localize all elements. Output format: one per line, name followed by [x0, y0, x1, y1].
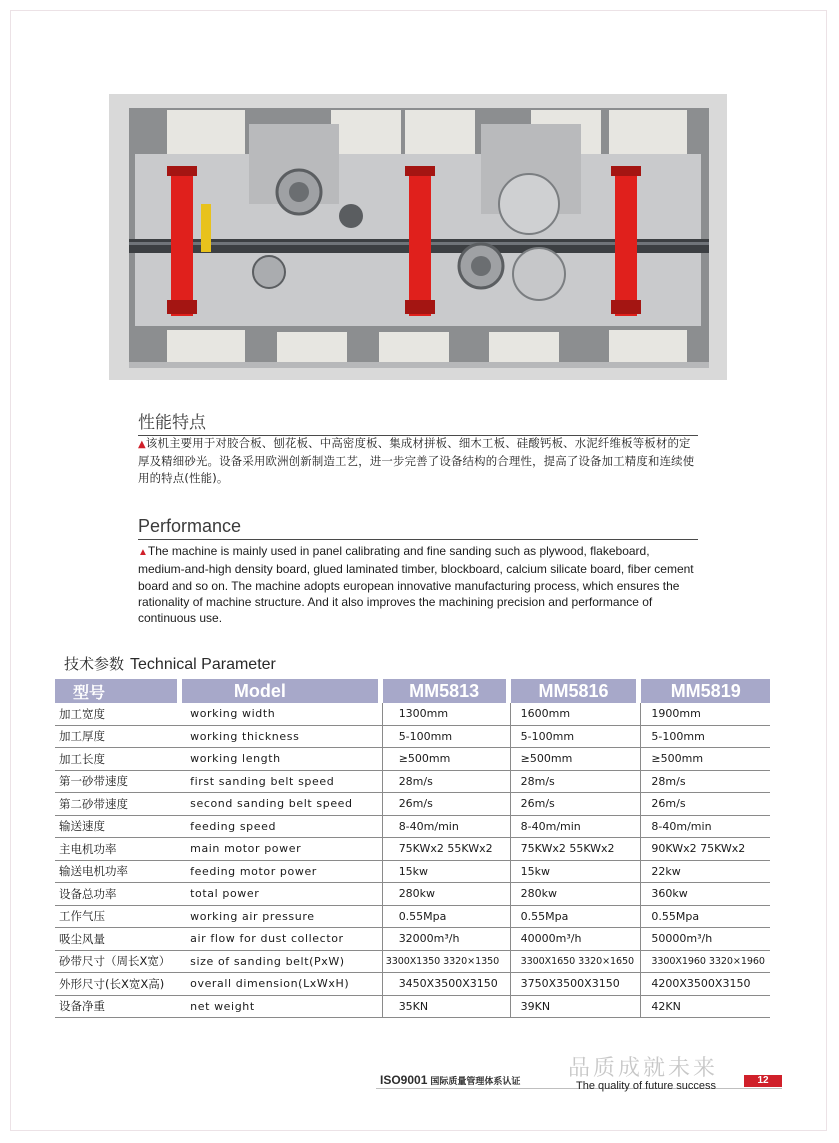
- spec-row: [55, 883, 770, 906]
- param-value-model-2: 40000m³/h: [511, 928, 642, 951]
- param-value-model-3: 0.55Mpa: [641, 906, 770, 929]
- param-name-cn: 工作气压: [55, 906, 182, 929]
- spec-row: [55, 951, 770, 974]
- param-value-model-3: 26m/s: [641, 793, 770, 816]
- param-value-model-1: 1300mm: [383, 703, 511, 726]
- param-name-en: working length: [182, 748, 383, 771]
- triangle-marker-icon: ▲: [138, 547, 148, 558]
- param-value-model-3: 28m/s: [641, 771, 770, 794]
- param-name-en: size of sanding belt(PxW): [182, 951, 383, 974]
- param-value-model-2: 3300X1650 3320×1650: [511, 951, 642, 974]
- param-name-cn: 设备净重: [55, 996, 182, 1019]
- spec-row: [55, 838, 770, 861]
- param-name-en: air flow for dust collector: [182, 928, 383, 951]
- param-value-model-1: 75KWx2 55KWx2: [383, 838, 511, 861]
- header-mm5813: MM5813: [383, 679, 511, 703]
- param-value-model-1: 0.55Mpa: [383, 906, 511, 929]
- param-name-en: working width: [182, 703, 383, 726]
- param-value-model-2: 8-40m/min: [511, 816, 642, 839]
- param-value-model-2: 5-100mm: [511, 726, 642, 749]
- param-name-en: feeding speed: [182, 816, 383, 839]
- param-value-model-3: 4200X3500X3150: [641, 973, 770, 996]
- header-model: Model: [182, 679, 383, 703]
- param-value-model-3: 22kw: [641, 861, 770, 884]
- param-value-model-1: 280kw: [383, 883, 511, 906]
- param-name-cn: 输送速度: [55, 816, 182, 839]
- technical-heading-cn: 技术参数: [64, 655, 125, 673]
- slogan-en: The quality of future success: [576, 1080, 717, 1092]
- param-name-cn: 吸尘风量: [55, 928, 182, 951]
- param-value-model-1: 28m/s: [383, 771, 511, 794]
- param-name-cn: 砂带尺寸（周长X宽）: [55, 951, 182, 974]
- param-name-en: second sanding belt speed: [182, 793, 383, 816]
- performance-text: The machine is mainly used in panel calibrating and fine sanding such as plywood, flakeboard, medium-and-high density board, glued laminated timber, blockboard, calcium silicate board, fiber cement board and so on. The machine adopts european innovative manufacturing process, which ensures the rationality of machine structure. And it also improves the machining precision and performance of continuous use.: [138, 544, 694, 626]
- spec-row: [55, 771, 770, 794]
- technical-heading-en: Technical Parameter: [130, 656, 276, 673]
- spec-row: [55, 928, 770, 951]
- performance-paragraph: [138, 543, 698, 626]
- param-value-model-3: 8-40m/min: [641, 816, 770, 839]
- param-value-model-3: 1900mm: [641, 703, 770, 726]
- param-value-model-2: 39KN: [511, 996, 642, 1019]
- triangle-marker-icon: ▲: [138, 439, 146, 450]
- param-value-model-2: 1600mm: [511, 703, 642, 726]
- spec-row: [55, 906, 770, 929]
- param-name-cn: 设备总功率: [55, 883, 182, 906]
- header-mm5819: MM5819: [641, 679, 770, 703]
- param-value-model-1: 5-100mm: [383, 726, 511, 749]
- param-name-cn: 第一砂带速度: [55, 771, 182, 794]
- spec-row: [55, 703, 770, 726]
- param-value-model-2: 26m/s: [511, 793, 642, 816]
- param-value-model-2: 15kw: [511, 861, 642, 884]
- param-name-cn: 加工宽度: [55, 703, 182, 726]
- spec-row: [55, 748, 770, 771]
- iso-label: [380, 1073, 520, 1087]
- param-value-model-2: 0.55Mpa: [511, 906, 642, 929]
- param-name-en: feeding motor power: [182, 861, 383, 884]
- param-name-en: working thickness: [182, 726, 383, 749]
- performance-title: Performance: [138, 516, 698, 540]
- spec-body: [55, 703, 770, 1018]
- param-value-model-3: 3300X1960 3320×1960: [641, 951, 770, 974]
- param-name-cn: 加工长度: [55, 748, 182, 771]
- spec-header-row: [55, 679, 770, 703]
- param-value-model-3: 42KN: [641, 996, 770, 1019]
- param-value-model-3: 50000m³/h: [641, 928, 770, 951]
- param-name-cn: 加工厚度: [55, 726, 182, 749]
- param-value-model-1: 3300X1350 3320×1350: [383, 951, 511, 974]
- param-name-cn: 第二砂带速度: [55, 793, 182, 816]
- machine-photo: [109, 94, 727, 380]
- param-value-model-3: 5-100mm: [641, 726, 770, 749]
- page-number: 12: [744, 1075, 782, 1087]
- spec-row: [55, 973, 770, 996]
- param-value-model-1: 32000m³/h: [383, 928, 511, 951]
- features-title: 性能特点: [138, 408, 698, 436]
- machine-illustration: [109, 94, 727, 380]
- param-value-model-2: 28m/s: [511, 771, 642, 794]
- param-value-model-2: 280kw: [511, 883, 642, 906]
- header-cn: 型号: [55, 679, 182, 703]
- param-value-model-1: 35KN: [383, 996, 511, 1019]
- spec-row: [55, 726, 770, 749]
- header-mm5816: MM5816: [511, 679, 642, 703]
- param-value-model-1: 15kw: [383, 861, 511, 884]
- param-name-en: main motor power: [182, 838, 383, 861]
- iso-text: 国际质量管理体系认证: [430, 1077, 521, 1087]
- iso-code: ISO9001: [380, 1073, 428, 1087]
- spec-row: [55, 816, 770, 839]
- param-value-model-3: 90KWx2 75KWx2: [641, 838, 770, 861]
- slogan-cn: 品质成就未来: [568, 1056, 719, 1081]
- features-paragraph: [138, 435, 698, 487]
- param-value-model-3: 360kw: [641, 883, 770, 906]
- param-name-en: total power: [182, 883, 383, 906]
- param-value-model-2: ≥500mm: [511, 748, 642, 771]
- param-value-model-1: 26m/s: [383, 793, 511, 816]
- param-name-cn: 主电机功率: [55, 838, 182, 861]
- param-name-cn: 外形尺寸(长X宽X高): [55, 973, 182, 996]
- spec-table: [55, 679, 770, 1018]
- param-name-en: first sanding belt speed: [182, 771, 383, 794]
- param-value-model-1: ≥500mm: [383, 748, 511, 771]
- param-value-model-2: 3750X3500X3150: [511, 973, 642, 996]
- param-name-en: working air pressure: [182, 906, 383, 929]
- param-value-model-1: 8-40m/min: [383, 816, 511, 839]
- param-name-en: net weight: [182, 996, 383, 1019]
- param-name-cn: 输送电机功率: [55, 861, 182, 884]
- technical-heading: [64, 653, 276, 674]
- spec-row: [55, 861, 770, 884]
- param-value-model-3: ≥500mm: [641, 748, 770, 771]
- param-name-en: overall dimension(LxWxH): [182, 973, 383, 996]
- features-text: 该机主要用于对胶合板、刨花板、中高密度板、集成材拼板、细木工板、硅酸钙板、水泥纤维板等板材的定厚及精细砂光。设备采用欧洲创新制造工艺，进一步完善了设备结构的合理性，提高了设备加工精度和连续使用的特点(性能)。: [138, 436, 695, 485]
- spec-row: [55, 996, 770, 1019]
- spec-row: [55, 793, 770, 816]
- param-value-model-2: 75KWx2 55KWx2: [511, 838, 642, 861]
- param-value-model-1: 3450X3500X3150: [383, 973, 511, 996]
